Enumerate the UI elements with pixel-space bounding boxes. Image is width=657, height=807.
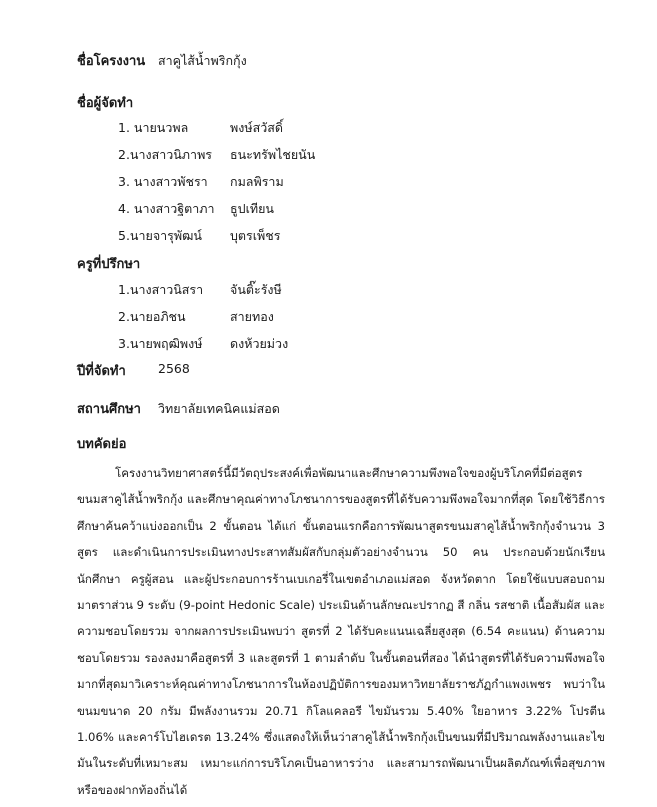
project-label: ชื่อโครงงาน [77,54,146,69]
author-surname: กมลพิราม [230,174,284,189]
author-name: 4. นางสาวฐิตาภา [118,201,215,216]
author-name: 5.นายจารุพัฒน์ [118,228,202,243]
year-label: ปีที่จัดทำ [77,364,126,379]
abstract-body [77,460,605,803]
author-name: 3. นางสาวพัชรา [118,174,208,189]
author-surname: ธูปเทียน [230,201,274,216]
abstract-paragraph: โครงงานวิทยาศาสตร์นี้มีวัตถุประสงค์เพื่อพัฒนาและศึกษาความพึงพอใจของผู้บริโภคที่มีต่อสูตรขนมสาคูไส้น้ำพริกกุ้ง และศึกษาคุณค่าทางโภชนาการของสูตรที่ได้รับความพึงพอใจมากที่สุด โดยใช้วิธีการศึกษาค้นคว้าแบ่งออกเป็น 2 ขั้นตอน ได้แก่ ขั้นตอนแรกคือการพัฒนาสูตรขนมสาคูไส้น้ำพริกกุ้งจำนวน 3 สูตร และดำเนินการประเมินทางประสาทสัมผัสกับกลุ่มตัวอย่างจำนวน 50 คน ประกอบด้วยนักเรียน นักศึกษา ครูผู้สอน และผู้ประกอบการร้านเบเกอรี่ในเขตอำเภอแม่สอด จังหวัดตาก โดยใช้แบบสอบถามมาตราส่วน 9 ระดับ (9-point Hedonic Scale) ประเมินด้านลักษณะปรากฏ สี กลิ่น รสชาติ เนื้อสัมผัส และความชอบโดยรวม จากผลการประเมินพบว่า สูตรที่ 2 ได้รับคะแนนเฉลี่ยสูงสุด (6.54 คะแนน) ด้านความชอบโดยรวม รองลงมาคือสูตรที่ 3 และสูตรที่ 1 ตามลำดับ ในขั้นตอนที่สอง ได้นำสูตรที่ได้รับความพึงพอใจมากที่สุดมาวิเคราะห์คุณค่าทางโภชนาการในห้องปฏิบัติการของมหาวิทยาลัยราชภัฏกำแพงเพชร พบว่าในขนมขนาด 20 กรัม มีพลังงานรวม 20.71 กิโลแคลอรี ไขมันรวม 5.40% ใยอาหาร 3.22% โปรตีน 1.06% และคาร์โบไฮเดรต 13.24% ซึ่งแสดงให้เห็นว่าสาคูไส้น้ำพริกกุ้งเป็นขนมที่มีปริมาณพลังงานและไขมันในระดับที่เหมาะสม เหมาะแก่การบริโภคเป็นอาหารว่าง และสามารถพัฒนาเป็นผลิตภัณฑ์เพื่อสุขภาพหรือของฝากท้องถิ่นได้ [77,466,605,797]
advisor-name: 1.นางสาวนิสรา [118,282,204,297]
advisor-surname: จันติ๊ะรังษี [230,282,282,297]
advisors-label: ครูที่ปรึกษา [77,257,141,272]
author-name: 1. นายนวพล [118,120,189,135]
project-title: สาคูไส้น้ำพริกกุ้ง [158,53,247,68]
author-surname: พงษ์สวัสดิ์ [230,120,283,135]
institution-label: สถานศึกษา [77,402,141,417]
year-value: 2568 [158,361,190,376]
advisor-surname: ดงห้วยม่วง [230,336,289,351]
advisor-name: 2.นายอภิชน [118,309,186,324]
author-surname: บุตรเพ็ชร [230,228,281,243]
abstract-heading: บทคัดย่อ [77,437,127,452]
institution-value: วิทยาลัยเทคนิคแม่สอด [158,401,280,416]
author-surname: ธนะทรัพไชยนัน [230,147,316,162]
author-name: 2.นางสาวนิภาพร [118,147,213,162]
authors-label: ชื่อผู้จัดทำ [77,96,134,111]
advisor-name: 3.นายพฤฒิพงษ์ [118,336,203,351]
advisor-surname: สายทอง [230,309,274,324]
